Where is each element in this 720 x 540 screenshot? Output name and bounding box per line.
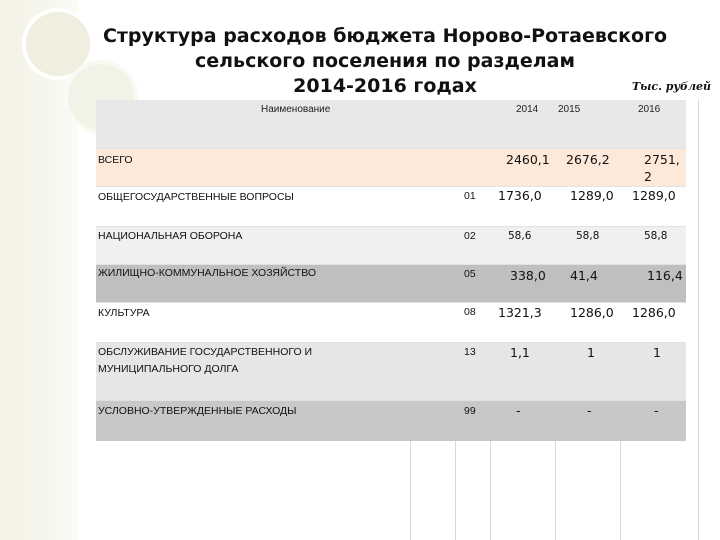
header-name: Наименование — [261, 104, 331, 115]
grid-line — [698, 100, 699, 540]
table-row-total — [96, 148, 686, 187]
table-row — [96, 226, 686, 265]
row-value-2015: 58,8 — [576, 230, 600, 242]
row-value-2015: 1289,0 — [570, 188, 614, 203]
row-value-2014: 1321,3 — [498, 305, 542, 320]
row-name: УСЛОВНО-УТВЕРЖДЕННЫЕ РАСХОДЫ — [98, 405, 297, 417]
row-name: НАЦИОНАЛЬНАЯ ОБОРОНА — [98, 230, 243, 242]
grid-line — [455, 440, 456, 540]
row-value-2016-line1: 2751, — [644, 152, 680, 167]
table-row — [96, 186, 686, 227]
table-row — [96, 342, 686, 401]
row-value-2016: 116,4 — [647, 268, 683, 283]
row-name: КУЛЬТУРА — [98, 307, 150, 319]
row-code: 02 — [464, 230, 476, 242]
row-value-2014: 58,6 — [508, 230, 532, 242]
header-2015: 2015 — [558, 104, 581, 115]
table-header — [96, 100, 686, 148]
row-value-2015: 1286,0 — [570, 305, 614, 320]
row-code: 05 — [464, 268, 476, 280]
row-name-line2: МУНИЦИПАЛЬНОГО ДОЛГА — [98, 363, 239, 375]
row-code: 01 — [464, 190, 476, 202]
table-row — [96, 264, 686, 303]
row-code: 99 — [464, 405, 476, 417]
row-value-2014: 2460,1 — [506, 152, 550, 167]
row-name: ОБЩЕГОСУДАРСТВЕННЫЕ ВОПРОСЫ — [98, 191, 294, 203]
row-value-2015: 41,4 — [570, 268, 598, 283]
row-value-2016: 58,8 — [644, 230, 668, 242]
row-value-2015: 2676,2 — [566, 152, 610, 167]
row-value-2016: 1 — [653, 345, 661, 360]
grid-line — [620, 440, 621, 540]
row-code: 13 — [464, 346, 476, 358]
row-value-2015: 1 — [587, 345, 595, 360]
grid-line — [410, 440, 411, 540]
row-value-2016: - — [654, 403, 659, 418]
header-2014: 2014 — [516, 104, 539, 115]
title-line-2: сельского поселения по разделам — [194, 50, 576, 72]
row-value-2015: - — [587, 403, 592, 418]
table-row — [96, 400, 686, 441]
row-name-line1: ОБСЛУЖИВАНИЕ ГОСУДАРСТВЕННОГО И — [98, 346, 313, 358]
row-value-2014: 1736,0 — [498, 188, 542, 203]
row-value-2016: 1286,0 — [632, 305, 676, 320]
row-value-2014: 338,0 — [510, 268, 546, 283]
grid-line — [490, 440, 491, 540]
row-name: ВСЕГО — [98, 154, 133, 166]
title-line-3: 2014-2016 годах — [293, 75, 477, 97]
title-line-1: Структура расходов бюджета Норово-Ротаевского — [102, 25, 668, 47]
row-value-2014: 1,1 — [510, 345, 530, 360]
unit-label: Тыс. рублей — [632, 80, 711, 93]
row-code: 08 — [464, 306, 476, 318]
page-title — [80, 24, 690, 99]
row-name: ЖИЛИЩНО-КОММУНАЛЬНОЕ ХОЗЯЙСТВО — [98, 267, 317, 279]
header-2016: 2016 — [638, 104, 661, 115]
row-value-2016: 1289,0 — [632, 188, 676, 203]
row-value-2016-line2: 2 — [644, 169, 652, 184]
table-row — [96, 302, 686, 343]
row-value-2014: - — [516, 403, 521, 418]
grid-line — [555, 440, 556, 540]
